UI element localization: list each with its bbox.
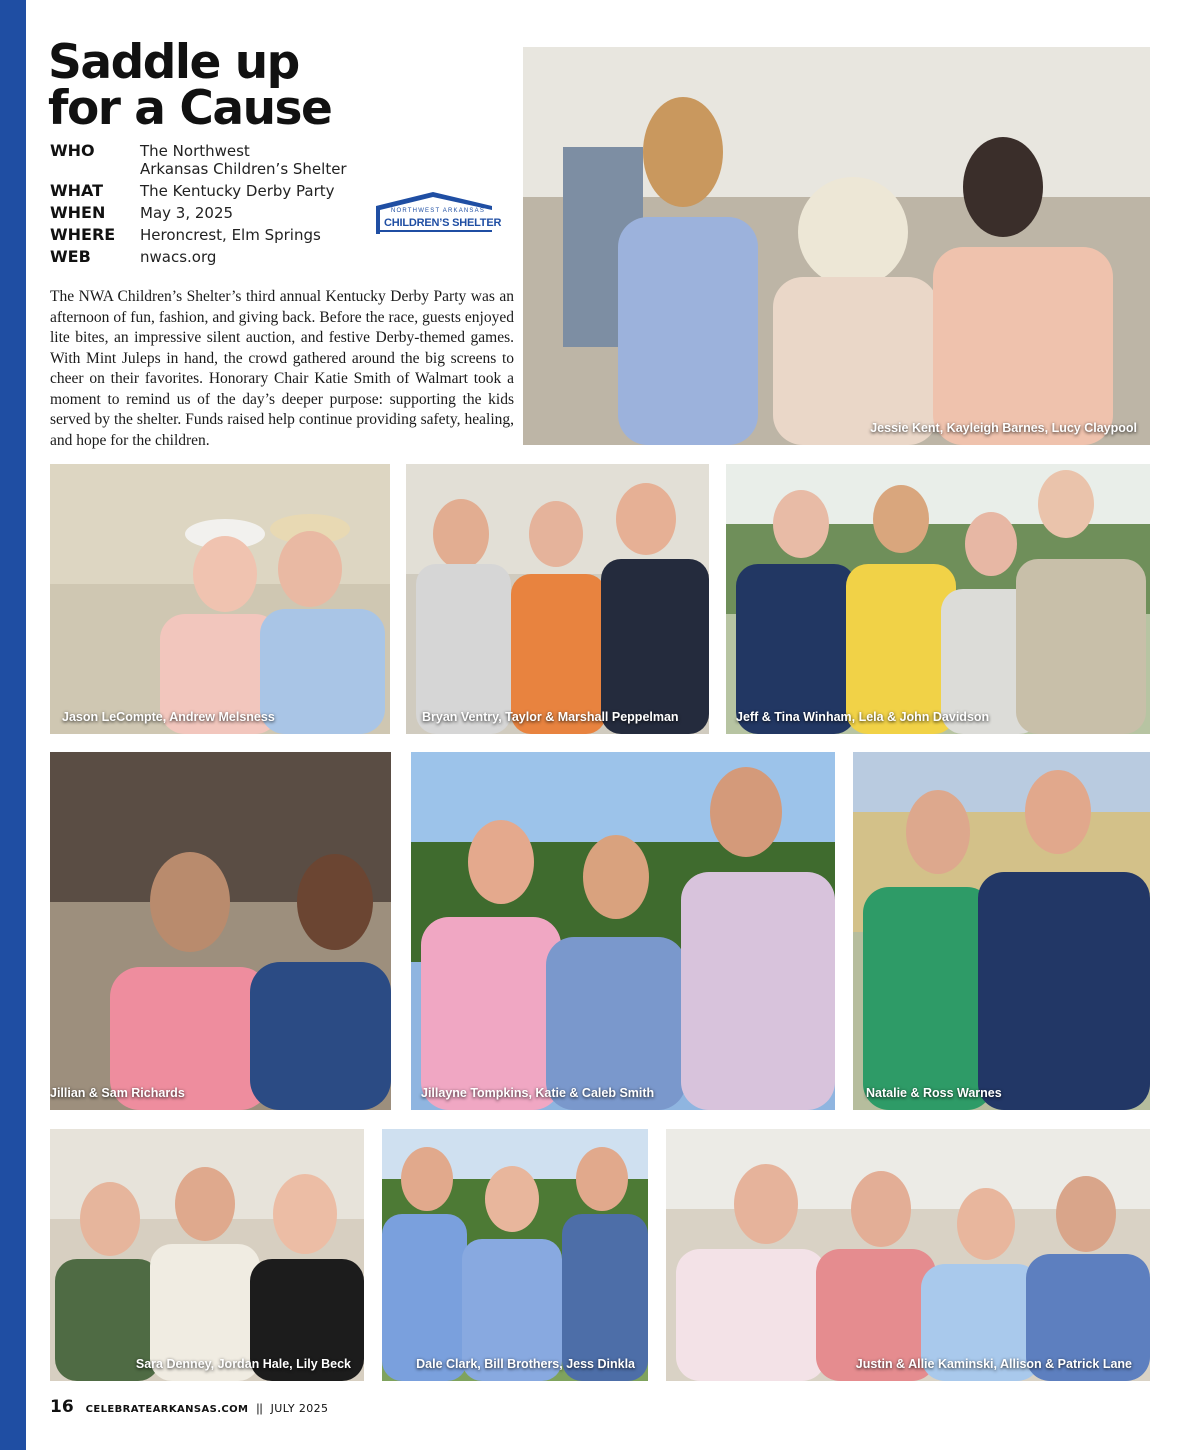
- event-photo: [406, 464, 709, 734]
- event-facts: [50, 142, 380, 270]
- page-footer: [50, 1397, 328, 1417]
- article-body: The NWA Children’s Shelter’s third annual Kentucky Derby Party was an afternoon of fun, fashion, and giving back. Before the race, guests enjoyed lite bites, an impressive silent auction, and festive Derby-themed games. With Mint Juleps in hand, the crowd gathered around the big screens to cheer on their favorites. Honorary Chair Katie Smith of Walmart took a moment to remind us of the day’s deeper purpose: supporting the kids served by the shelter. Funds raised help continue providing safety, healing, and hope for the children.: [50, 288, 514, 449]
- photo-placeholder: [50, 1129, 364, 1381]
- photo-placeholder: [50, 752, 391, 1110]
- fact-value[interactable]: nwacs.org: [140, 248, 217, 266]
- photo-caption: Jason LeCompte, Andrew Melsness: [62, 710, 275, 724]
- event-photo: [853, 752, 1150, 1110]
- photo-caption: Jillayne Tompkins, Katie & Caleb Smith: [421, 1086, 655, 1100]
- photo-placeholder: [726, 464, 1150, 734]
- fact-when: [50, 204, 380, 222]
- photo-caption: Natalie & Ross Warnes: [866, 1086, 1002, 1100]
- who-line-2: Arkansas Children’s Shelter: [140, 160, 347, 178]
- fact-label: WEB: [50, 247, 91, 266]
- event-photo: [666, 1129, 1150, 1381]
- event-photo: [50, 464, 390, 734]
- photo-placeholder: [523, 47, 1150, 445]
- side-accent-bar: [0, 0, 26, 1450]
- photo-caption: Jessie Kent, Kayleigh Barnes, Lucy Claypool: [870, 421, 1137, 435]
- fact-value: Heroncrest, Elm Springs: [140, 226, 321, 244]
- fact-value: [140, 142, 347, 178]
- event-photo: [382, 1129, 648, 1381]
- photo-placeholder: [853, 752, 1150, 1110]
- fact-what: [50, 182, 380, 200]
- event-photo: [50, 1129, 364, 1381]
- photo-caption: Bryan Ventry, Taylor & Marshall Peppelman: [422, 710, 679, 724]
- issue-date: JULY 2025: [270, 1402, 329, 1415]
- footer-separator: ||: [256, 1401, 263, 1415]
- fact-web: [50, 248, 380, 266]
- site-name[interactable]: CELEBRATEARKANSAS.COM: [85, 1404, 249, 1415]
- photo-placeholder: [406, 464, 709, 734]
- photo-caption: Dale Clark, Bill Brothers, Jess Dinkla: [416, 1357, 635, 1371]
- photo-placeholder: [666, 1129, 1150, 1381]
- page-number: 16: [50, 1397, 74, 1417]
- photo-caption: Justin & Allie Kaminski, Allison & Patrick Lane: [855, 1357, 1132, 1371]
- photo-placeholder: [382, 1129, 648, 1381]
- childrens-shelter-logo: [370, 190, 502, 236]
- logo-line-1: NORTHWEST ARKANSAS: [390, 208, 486, 214]
- photo-caption: Jillian & Sam Richards: [50, 1086, 185, 1100]
- fact-value: May 3, 2025: [140, 204, 234, 222]
- photo-caption: Sara Denney, Jordan Hale, Lily Beck: [135, 1357, 351, 1371]
- photo-placeholder: [411, 752, 835, 1110]
- logo-line-2: CHILDREN’S SHELTER: [384, 217, 502, 229]
- event-photo: [523, 47, 1150, 445]
- fact-label: WHO: [50, 141, 95, 160]
- article-title: Saddle up for a Cause: [48, 35, 332, 136]
- event-photo: [726, 464, 1150, 734]
- fact-label: WHAT: [50, 181, 104, 200]
- photo-caption: Jeff & Tina Winham, Lela & John Davidson: [736, 710, 990, 724]
- who-line-1: The Northwest: [140, 142, 250, 160]
- fact-label: WHEN: [50, 203, 106, 222]
- photo-placeholder: [50, 464, 390, 734]
- event-photo: [411, 752, 835, 1110]
- fact-label: WHERE: [50, 225, 116, 244]
- fact-who: [50, 142, 380, 178]
- fact-where: [50, 226, 380, 244]
- fact-value: The Kentucky Derby Party: [140, 182, 335, 200]
- event-photo: [50, 752, 391, 1110]
